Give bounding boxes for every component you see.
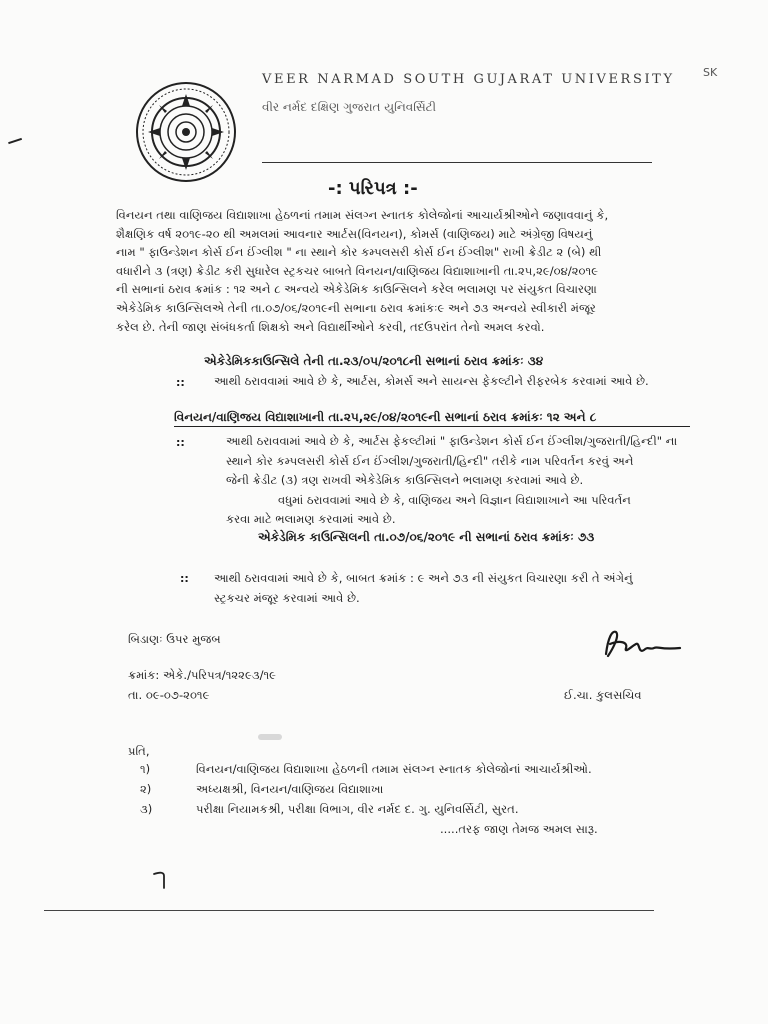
- circular-date: તા. ૦૯-૦૭-૨૦૧૯: [128, 688, 210, 702]
- resolution-symbol: ::: [180, 572, 189, 585]
- resolution-line: જેની ક્રેડીટ (૩) ત્રણ રાખવી એકેડેમિક કાઉન્સિલને ભલામણ કરવામાં આવે છે.: [226, 473, 584, 488]
- resolution-symbol: ::: [176, 436, 185, 449]
- corner-initials: SK: [703, 66, 718, 79]
- resolution-line: કરવા માટે ભલામણ કરવામાં આવે છે.: [226, 512, 396, 527]
- recipient-number: ૨): [140, 782, 152, 796]
- resolution-line: સ્ટ્રકચર મંજૂર કરવામાં આવે છે.: [214, 591, 360, 605]
- recipient-text: અધ્યક્ષશ્રી, વિનયન/વાણિજય વિદ્યાશાખા: [196, 782, 384, 796]
- intro-line: વધારીને ૩ (ત્રણ) ક્રેડીટ કરી સુધારેલ સ્ટ્રકચર બાબતે વિનયન/વાણિજય વિદ્યાશાખાની તા.૨૫,૨૯/૦૪/૨૦૧૯: [116, 263, 599, 278]
- university-name-gujarati: વીર નર્મદ દક્ષિણ ગુજરાત યુનિવર્સિટી: [262, 100, 437, 114]
- resolution-heading: વિનયન/વાણિજય વિદ્યાશાખાની તા.૨૫,૨૯/૦૪/૨૦૧૯ની સભાનાં ઠરાવ ક્રમાંકઃ ૧૨ અને ૮: [174, 410, 597, 424]
- enclosure-note: બિડાણઃ ઉપર મુજબ: [128, 632, 221, 646]
- resolution-heading: એકેડેમિક કાઉન્સિલની તા.૦૭/૦૬/૨૦૧૯ ની સભાનાં ઠરાવ ક્રમાંકઃ ૭૩: [258, 530, 595, 544]
- resolution-symbol: ::: [176, 376, 185, 389]
- resolution-body: [226, 432, 677, 530]
- resolution-body: [214, 568, 633, 608]
- resolution-line: સ્થાને કોર કમ્પલસરી કોર્સ ઈન ઈંગ્લીશ/ગુજરાતી/હિન્દી" તરીકે નામ પરિવર્તન કરવું અને: [226, 453, 634, 468]
- intro-line: વિનયન તથા વાણિજય વિદ્યાશાખા હેઠળનાં તમામ સંલગ્ન સ્નાતક કોલેજોનાં આચાર્યશ્રીઓને જણાવવાનું કે,: [116, 208, 609, 222]
- resolution-heading: એકેડેમિકકાઉન્સિલે તેની તા.૨૩/૦૫/૨૦૧૮ની સભાનાં ઠરાવ ક્રમાંકઃ ૩૪: [204, 354, 544, 368]
- margin-tick-mark: [8, 138, 22, 144]
- recipient-text: વિનયન/વાણિજય વિદ્યાશાખા હેઠળની તમામ સંલગ્ન સ્નાતક કોલેજોનાં આચાર્યશ્રીઓ.: [196, 762, 592, 776]
- intro-line: શૈક્ષણિક વર્ષ ૨૦૧૯-૨૦ થી અમલમાં આવનાર આર્ટસ(વિનયન), કોમર્સ (વાણિજય) માટે અંગ્રેજી વિષયનું: [116, 226, 593, 241]
- intro-line: કરેલ છે. તેની જાણ સંબંધકર્તા શિક્ષકો અને વિદ્યાર્થીઓને કરવી, તદઉપરાંત તેનો અમલ કરવો.: [116, 319, 545, 334]
- intro-paragraph: [116, 206, 608, 336]
- resolution-line: આથી ઠરાવવામાં આવે છે કે, આર્ટસ ફેકલ્ટીમાં " ફાઉન્ડેશન કોર્સ ઈન ઈંગ્લીશ/ગુજરાતી/હિન્દી" ના: [226, 434, 678, 448]
- resolution-line: આથી ઠરાવવામાં આવે છે કે, બાબત ક્રમાંક : ૯ અને ૭૩ ની સંયુકત વિચારણા કરી તે અંગેનું: [214, 571, 633, 585]
- scan-smudge: [258, 734, 282, 740]
- recipient-text: પરીક્ષા નિયામકશ્રી, પરીક્ષા વિભાગ, વીર નર્મદ દ. ગુ. યુનિવર્સિટી, સુરત.: [196, 802, 519, 816]
- intro-line: નામ " ફાઉન્ડેશન કોર્સ ઈન ઈંગ્લીશ " ના સ્થાને કોર કમ્પલસરી કોર્સ ઈન ઈંગ્લીશ" રાખી ક્રેડીટ ૨ (બે) થી: [116, 245, 602, 260]
- footer-note: .....તરફ જાણ તેમજ અમલ સારૂ.: [440, 822, 598, 836]
- signatory-title: ઈ.ચા. કુલસચિવ: [564, 688, 642, 702]
- hook-mark-icon: [150, 870, 174, 890]
- signature-image: [598, 624, 684, 668]
- bottom-divider: [44, 910, 654, 911]
- university-seal-icon: [134, 80, 238, 184]
- recipient-number: ૩): [140, 802, 153, 816]
- heading-underline: [174, 426, 690, 427]
- header-divider: [262, 162, 652, 163]
- intro-line: ની સભાનાં ઠરાવ ક્રમાંક : ૧૨ અને ૮ અન્વયે એકેડેમિક કાઉન્સિલને કરેલ ભલામણ પર સંયુકત વિચારણા: [116, 282, 597, 297]
- intro-line: એકેડેમિક કાઉન્સિલએ તેની તા.૦૭/૦૬/૨૦૧૯ની સભાના ઠરાવ ક્રમાંકઃ૯ અને ૭૩ અન્વયે સ્વીકારી મંજૂર: [116, 300, 596, 315]
- university-name-english: VEER NARMAD SOUTH GUJARAT UNIVERSITY: [262, 72, 675, 87]
- resolution-line: આથી ઠરાવવામાં આવે છે કે, આર્ટસ, કોમર્સ અને સાયન્સ ફેકલ્ટીને રીફરબેક કરવામાં આવે છે.: [214, 374, 649, 388]
- circular-title: -: પરિપત્ર :-: [328, 178, 418, 199]
- recipient-number: ૧): [140, 762, 151, 776]
- recipients-label: પ્રતિ,: [128, 744, 150, 758]
- resolution-line: વધુમાં ઠરાવવામાં આવે છે કે, વાણિજય અને વિજ્ઞાન વિદ્યાશાખાને આ પરિવર્તન: [278, 492, 631, 507]
- reference-number: ક્રમાંક: એકે./પરિપત્ર/૧૨૨૯૩/૧૯: [128, 668, 277, 682]
